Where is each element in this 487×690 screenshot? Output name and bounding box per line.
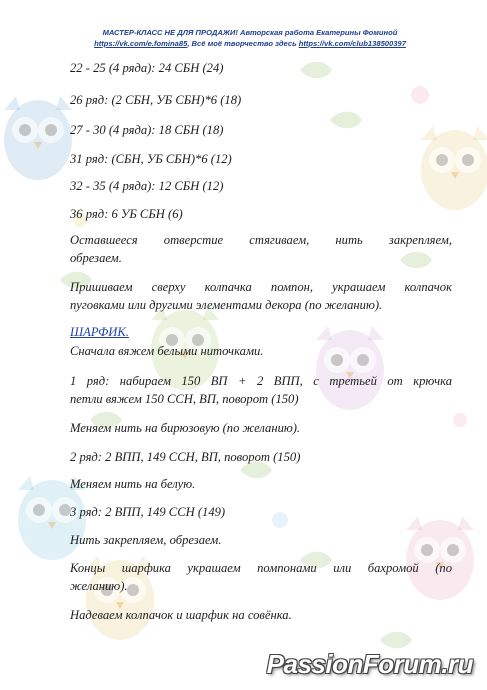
scarf-ends-line-2: желанию). — [70, 579, 128, 593]
scarf-row1-line-2: петли вяжем 150 ССН, ВП, поворот (150) — [70, 392, 299, 406]
scarf-fasten: Нить закрепляем, обрезаем. — [70, 533, 222, 547]
pattern-row: 31 ряд: (СБН, УБ СБН)*6 (12) — [70, 152, 232, 166]
header-middle-text: , Всё моё творчество здесь — [187, 38, 299, 48]
pattern-row: 22 - 25 (4 ряда): 24 СБН (24) — [70, 61, 224, 75]
pattern-row: 27 - 30 (4 ряда): 18 СБН (18) — [70, 123, 224, 137]
site-watermark: PassionForum.ru — [266, 649, 473, 679]
pattern-row: 32 - 35 (4 ряда): 12 СБН (12) — [70, 179, 224, 193]
scarf-ends-line-1: Концы шарфика украшаем помпонами или бахромой (по — [70, 561, 452, 575]
scarf-final: Надеваем колпачок и шарфик на совёнка. — [70, 608, 292, 622]
pattern-row: 36 ряд: 6 УБ СБН (6) — [70, 207, 183, 221]
scarf-row1-line-1: 1 ряд: набираем 150 ВП + 2 ВПП, с третьей от крючка — [70, 374, 452, 388]
scarf-change-color: Меняем нить на бирюзовую (по желанию). — [70, 421, 301, 435]
pattern-row: 26 ряд: (2 СБН, УБ СБН)*6 (18) — [70, 93, 242, 107]
header-notice: МАСТЕР-КЛАСС НЕ ДЛЯ ПРОДАЖИ! Авторская работа Екатерины Фоминой — [102, 28, 398, 37]
scarf-row2: 2 ряд: 2 ВПП, 149 ССН, ВП, поворот (150) — [70, 450, 301, 464]
closing-line-2: обрезаем. — [70, 251, 122, 265]
scarf-heading: ШАРФИК. — [70, 325, 129, 339]
closing-line-1: Оставшееся отверстие стягиваем, нить закрепляем, — [70, 233, 452, 247]
pompom-line-2: пуговками или другими элементами декора (по желанию). — [70, 298, 383, 312]
author-profile-link[interactable]: https://vk.com/e.fomina85 — [94, 38, 188, 48]
scarf-row3: 3 ряд: 2 ВПП, 149 ССН (149) — [70, 505, 226, 519]
author-group-link[interactable]: https://vk.com/club138500397 — [298, 38, 406, 48]
scarf-intro: Сначала вяжем белыми ниточками. — [70, 344, 264, 358]
copyright-header — [60, 28, 440, 49]
pompom-line-1: Пришиваем сверху колпачка помпон, украшаем колпачок — [70, 280, 452, 294]
scarf-change-white: Меняем нить на белую. — [70, 477, 196, 491]
header-links-line — [60, 39, 440, 50]
